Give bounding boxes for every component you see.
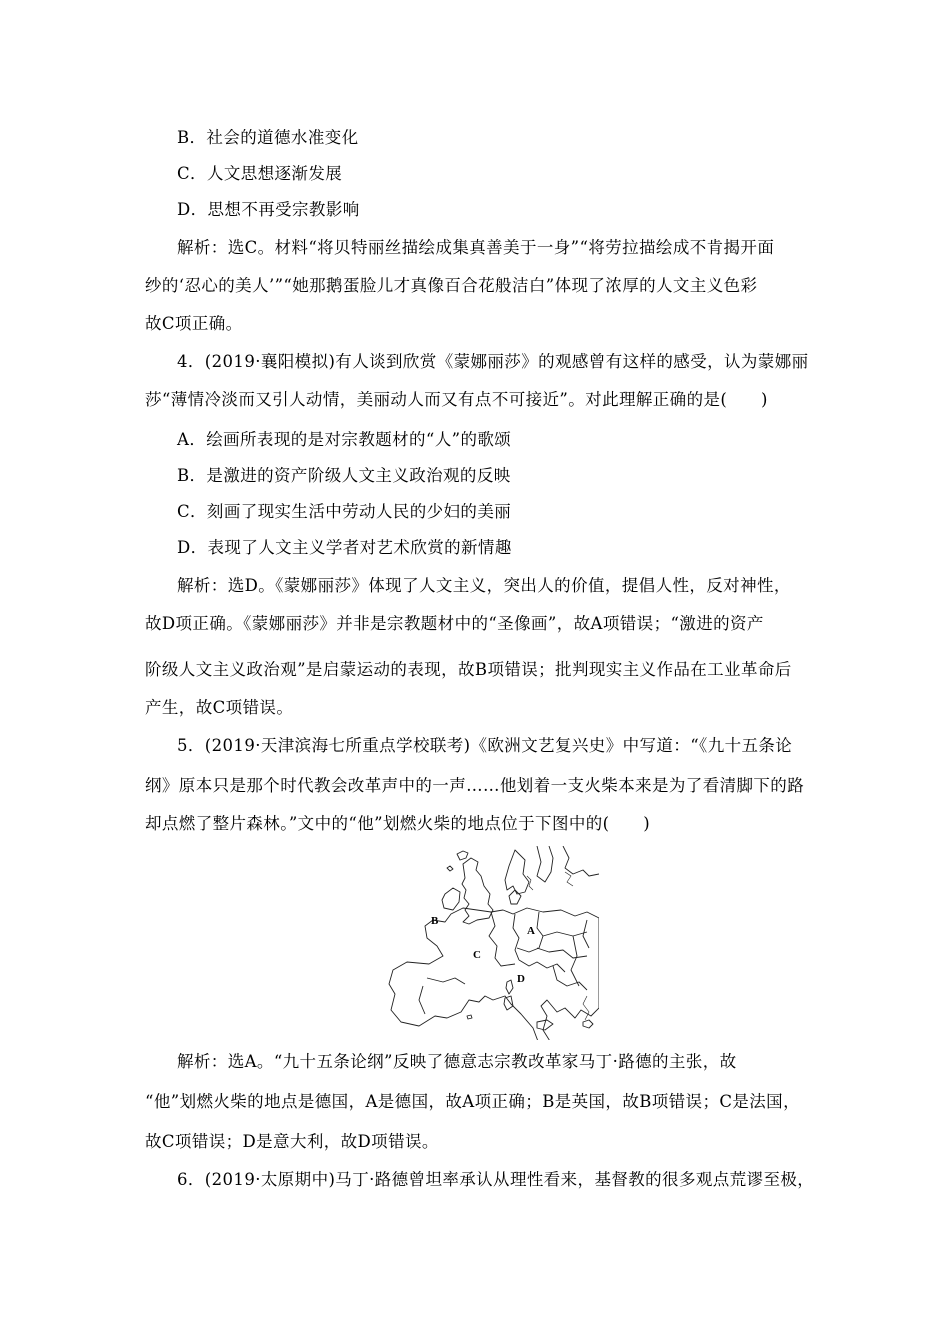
q4-option-a: A．绘画所表现的是对宗教题材的“人”的歌颂 xyxy=(177,430,512,449)
map-border-east-2 xyxy=(583,920,589,948)
map-denmark xyxy=(509,890,521,904)
map-border-france-germany xyxy=(489,912,515,966)
q5-stem-line-1: 5．(2019·天津滨海七所重点学校联考)《欧洲文艺复兴史》中写道：“《九十五条论 xyxy=(177,736,793,755)
q3-option-c: C．人文思想逐渐发展 xyxy=(177,164,343,183)
map-border-pyrenees xyxy=(427,978,465,984)
q5-analysis-line-1: 解析：选A。“九十五条论纲”反映了德意志宗教改革家马丁·路德的主张，故 xyxy=(177,1052,737,1071)
map-label-b: B xyxy=(431,915,439,927)
map-coast-detail-1 xyxy=(527,876,533,890)
q5-stem-line-2: 纲》原本只是那个时代教会改革声中的一声……他划着一支火柴本来是为了看清脚下的路 xyxy=(145,776,805,795)
map-border-portugal xyxy=(419,986,425,1014)
map-border-alps xyxy=(519,960,565,972)
q3-option-d: D．思想不再受宗教影响 xyxy=(177,200,360,219)
q3-option-b: B．社会的道德水准变化 xyxy=(177,128,359,147)
map-sardinia xyxy=(504,996,513,1010)
map-balearic xyxy=(467,1015,472,1019)
q4-option-d: D．表现了人文主义学者对艺术欣赏的新情趣 xyxy=(177,538,512,557)
europe-map xyxy=(387,846,599,1040)
q3-analysis-line-2: 纱的‘忍心的美人’”“她那鹅蛋脸儿才真像百合花般洁白”体现了浓厚的人文主义色彩 xyxy=(145,276,758,295)
map-aegean-island xyxy=(583,1020,593,1028)
map-label-a: A xyxy=(527,925,535,937)
map-border-germany-west xyxy=(513,914,519,960)
europe-map-drawing xyxy=(387,846,599,1040)
q4-stem-line-1: 4．(2019·襄阳模拟)有人谈到欣赏《蒙娜丽莎》的观感曾有这样的感受，认为蒙娜丽 xyxy=(177,352,809,371)
map-border-poland xyxy=(543,932,587,936)
q4-option-c: C．刻画了现实生活中劳动人民的少妇的美丽 xyxy=(177,502,512,521)
q5-stem-line-3: 却点燃了整片森林。”文中的“他”划燃火柴的地点位于下图中的( ) xyxy=(145,814,651,833)
map-label-d: D xyxy=(517,973,525,985)
q4-analysis-line-1: 解析：选D。《蒙娜丽莎》体现了人文主义，突出人的价值，提倡人性，反对神性， xyxy=(177,576,791,595)
q3-analysis-line-1: 解析：选C。材料“将贝特丽丝描绘成集真善美于一身”“将劳拉描绘成不肯揭开面 xyxy=(177,238,775,257)
q4-stem-line-2: 莎“薄情冷淡而又引人动情，美丽动人而又有点不可接近”。对此理解正确的是( ) xyxy=(145,390,768,409)
map-ireland xyxy=(442,888,460,910)
map-island-2 xyxy=(447,866,453,871)
q4-option-b: B．是激进的资产阶级人文主义政治观的反映 xyxy=(177,466,511,485)
map-baltic-coast xyxy=(537,846,553,882)
q4-analysis-line-4: 产生，故C项错误。 xyxy=(145,698,294,717)
map-great-britain xyxy=(462,858,493,924)
map-north-east-coast xyxy=(563,846,599,876)
q4-analysis-line-2: 故D项正确。《蒙娜丽莎》并非是宗教题材中的“圣像画”，故A项错误；“激进的资产 xyxy=(145,614,764,633)
map-label-c: C xyxy=(473,949,481,961)
q6-stem-line-1: 6．(2019·太原期中)马丁·路德曾坦率承认从理性看来，基督教的很多观点荒谬至极， xyxy=(177,1170,815,1189)
map-coast-detail-3 xyxy=(583,996,589,1020)
map-corsica xyxy=(506,980,513,994)
map-border-austria-hungary xyxy=(537,948,587,958)
map-coast-detail-2 xyxy=(565,872,573,886)
map-border-east-1 xyxy=(571,936,579,986)
map-island-1 xyxy=(457,851,468,860)
q4-analysis-line-3: 阶级人文主义政治观”是启蒙运动的表现，故B项错误；批判现实主义作品在工业革命后 xyxy=(145,660,792,679)
q3-analysis-line-3: 故C项正确。 xyxy=(145,314,243,333)
map-border-balkans xyxy=(553,966,587,990)
q5-analysis-line-2: “他”划燃火柴的地点是德国，A是德国，故A项正确；B是英国，故B项错误；C是法国， xyxy=(145,1092,800,1111)
map-scandinavia xyxy=(505,850,529,894)
q5-analysis-line-3: 故C项错误；D是意大利，故D项错误。 xyxy=(145,1132,439,1151)
